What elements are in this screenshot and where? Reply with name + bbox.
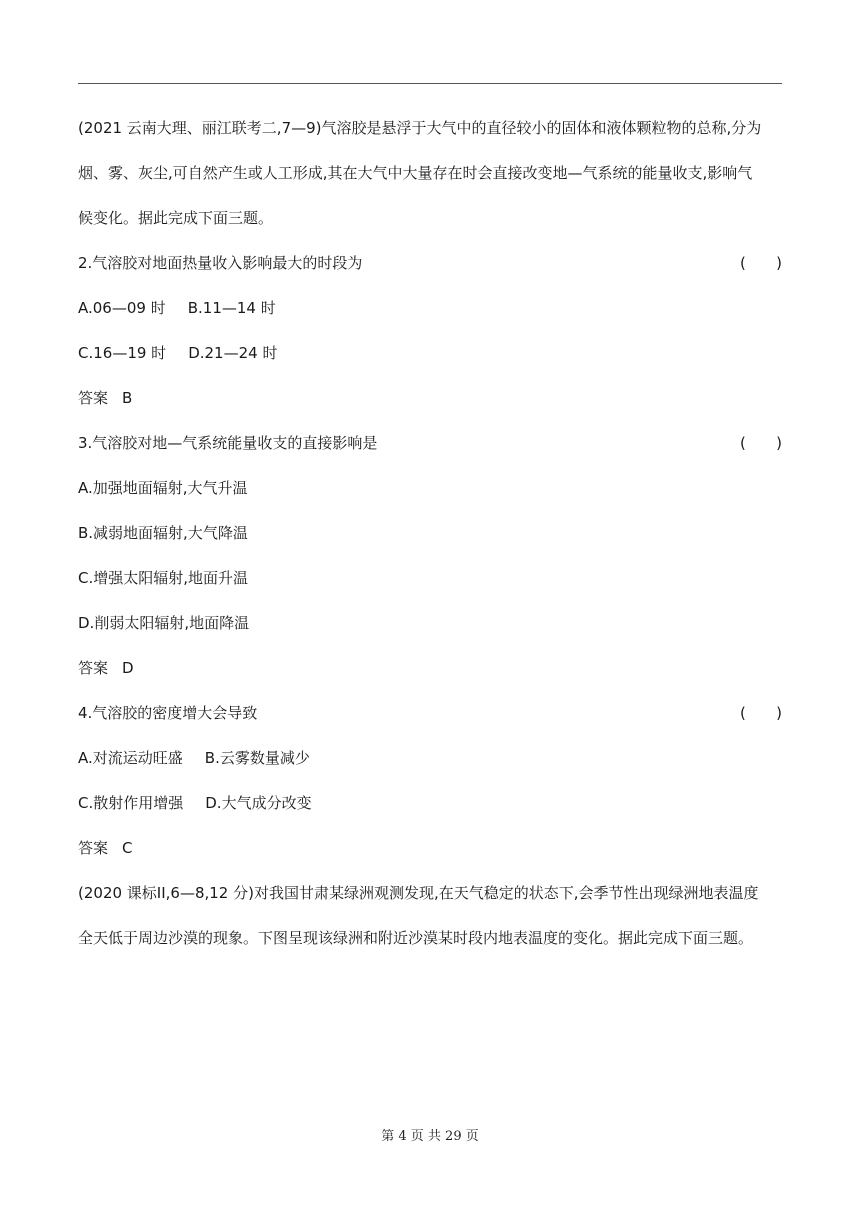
answer-label: 答案 <box>78 659 109 677</box>
bracket-close: ) <box>776 704 782 722</box>
question-2-option-d: D.21—24 时 <box>188 344 278 362</box>
question-3-answer-bracket <box>740 433 782 453</box>
answer-label: 答案 <box>78 839 109 857</box>
question-2-options-row-1 <box>78 298 782 318</box>
question-4-stem-row <box>78 703 782 723</box>
question-2-stem: 2.气溶胶对地面热量收入影响最大的时段为 <box>78 254 363 272</box>
question-4-options-row-1 <box>78 748 782 768</box>
question-3-option-c: C.增强太阳辐射,地面升温 <box>78 569 249 587</box>
header-rule <box>78 83 782 84</box>
question-3-stem-row <box>78 433 782 453</box>
question-3-answer <box>78 658 782 678</box>
bracket-close: ) <box>776 254 782 272</box>
question-3-stem: 3.气溶胶对地—气系统能量收支的直接影响是 <box>78 434 378 452</box>
intro1-line-3: 候变化。据此完成下面三题。 <box>78 209 274 227</box>
question-4-option-a: A.对流运动旺盛 <box>78 749 183 767</box>
question-2-option-b: B.11—14 时 <box>187 299 276 317</box>
question-2-option-c: C.16—19 时 <box>78 344 167 362</box>
intro1-line-1: (2021 云南大理、丽江联考二,7—9)气溶胶是悬浮于大气中的直径较小的固体和液体颗粒物的总称,分为 <box>78 119 762 137</box>
question-2-answer <box>78 388 782 408</box>
question-4-answer <box>78 838 782 858</box>
question-4-option-b: B.云雾数量减少 <box>204 749 310 767</box>
answer-label: 答案 <box>78 389 109 407</box>
answer-value: D <box>122 659 134 677</box>
bracket-open: ( <box>740 704 746 722</box>
question-2-options-row-2 <box>78 343 782 363</box>
page-number-footer: 第 4 页 共 29 页 <box>381 1129 479 1144</box>
question-4-stem: 4.气溶胶的密度增大会导致 <box>78 704 258 722</box>
question-3-option-d: D.削弱太阳辐射,地面降温 <box>78 614 250 632</box>
question-2-stem-row <box>78 253 782 273</box>
answer-value: C <box>122 839 133 857</box>
question-3-option-b: B.减弱地面辐射,大气降温 <box>78 524 248 542</box>
question-4-option-d: D.大气成分改变 <box>205 794 312 812</box>
question-4-answer-bracket <box>740 703 782 723</box>
intro2-line-1: (2020 课标II,6—8,12 分)对我国甘肃某绿洲观测发现,在天气稳定的状态下,会季节性出现绿洲地表温度 <box>78 884 759 902</box>
question-4-options-row-2 <box>78 793 782 813</box>
question-4-option-c: C.散射作用增强 <box>78 794 184 812</box>
intro2-line-2: 全天低于周边沙漠的现象。下图呈现该绿洲和附近沙漠某时段内地表温度的变化。据此完成下面三题。 <box>78 929 754 947</box>
bracket-open: ( <box>740 254 746 272</box>
answer-value: B <box>122 389 133 407</box>
question-3-option-a: A.加强地面辐射,大气升温 <box>78 479 248 497</box>
question-2-option-a: A.06—09 时 <box>78 299 166 317</box>
intro1-line-2: 烟、雾、灰尘,可自然产生或人工形成,其在大气中大量存在时会直接改变地—气系统的能量收支,影响气 <box>78 164 753 182</box>
bracket-close: ) <box>776 434 782 452</box>
bracket-open: ( <box>740 434 746 452</box>
question-2-answer-bracket <box>740 253 782 273</box>
